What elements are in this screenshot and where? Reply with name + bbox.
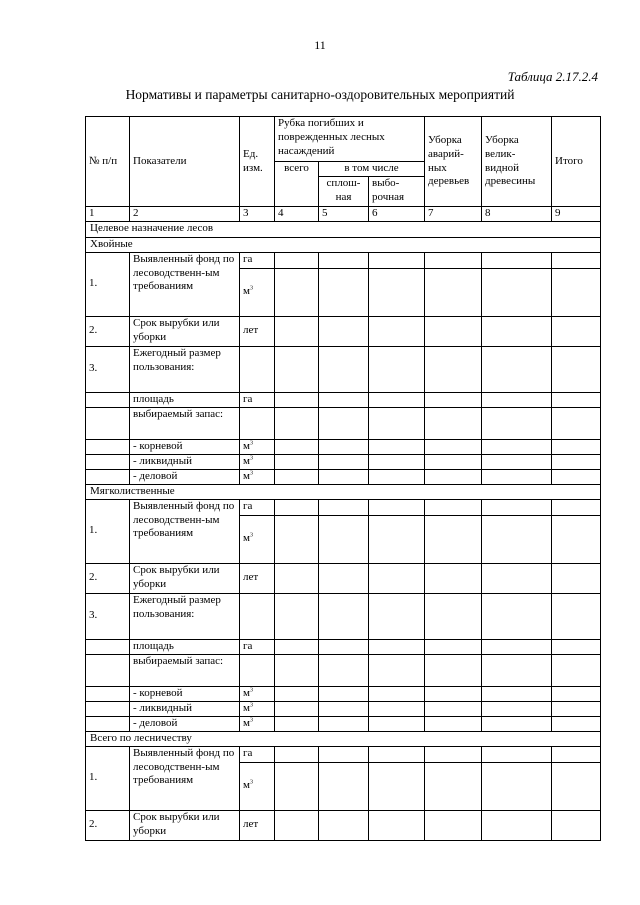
label-root: - корневой [130,686,240,701]
unit-m3: $м^3$ [240,762,275,810]
label-stock: выбираемый запас: [130,407,240,439]
unit-ha: га [240,252,275,268]
unit-m3: $м^3$ [240,268,275,316]
unit-years: лет [240,563,275,593]
unit-m3: $м^3$ [240,701,275,716]
header-emergency: Уборка аварий-ных деревьев [425,117,482,207]
row-number: 2. [86,316,130,346]
row-number: 2. [86,563,130,593]
label-stock: выбираемый запас: [130,654,240,686]
unit-years: лет [240,316,275,346]
unit-m3: $м^3$ [240,469,275,484]
table-title: Нормативы и параметры санитарно-оздоровительных мероприятий [125,87,515,102]
label-term: Срок вырубки или уборки [130,810,240,840]
unit-m3: $м^3$ [240,716,275,731]
label-term: Срок вырубки или уборки [130,563,240,593]
row-number: 1. [86,746,130,810]
header-deadwood: Уборка велик-видной древесины [482,117,552,207]
row-number: 1. [86,499,130,563]
header-indicator: Показатели [130,117,240,207]
unit-years: лет [240,810,275,840]
label-area: площадь [130,639,240,654]
unit-m3: $м^3$ [240,686,275,701]
section-conifer: Хвойные [86,237,601,252]
label-root: - корневой [130,439,240,454]
col-number: 2 [130,207,240,222]
section-forestry-total: Всего по лесничеству [86,731,601,746]
page-number: 11 [314,38,326,52]
section-purpose: Целевое назначение лесов [86,221,601,237]
table-label: Таблица 2.17.2.4 [507,69,598,84]
unit-m3: $м^3$ [240,439,275,454]
section-softwood: Мягколиственные [86,484,601,499]
col-number: 7 [425,207,482,222]
label-identified: Выявленный фонд по лесоводственн-ым требованиям [130,252,240,316]
header-total: всего [275,162,319,207]
col-number: 9 [552,207,601,222]
unit-ha: га [240,639,275,654]
col-number: 3 [240,207,275,222]
header-selective: выбо-рочная [369,177,425,207]
label-liquid: - ликвидный [130,701,240,716]
col-number: 5 [319,207,369,222]
label-business: - деловой [130,469,240,484]
unit-ha: га [240,746,275,762]
header-in-that: в том числе [319,162,425,177]
row-number: 2. [86,810,130,840]
col-number: 8 [482,207,552,222]
col-number: 4 [275,207,319,222]
norms-table [85,116,601,841]
row-number: 3. [86,593,130,639]
header-num: № п/п [86,117,130,207]
label-liquid: - ликвидный [130,454,240,469]
header-itogo: Итого [552,117,601,207]
label-annual: Ежегодный размер пользования: [130,593,240,639]
label-annual: Ежегодный размер пользования: [130,346,240,392]
label-identified: Выявленный фонд по лесоводственн-ым требованиям [130,499,240,563]
label-business: - деловой [130,716,240,731]
header-unit: Ед. изм. [240,117,275,207]
row-number: 1. [86,252,130,316]
unit-ha: га [240,392,275,407]
col-number: 1 [86,207,130,222]
label-term: Срок вырубки или уборки [130,316,240,346]
row-number: 3. [86,346,130,392]
unit-m3: $м^3$ [240,454,275,469]
label-area: площадь [130,392,240,407]
unit-m3: $м^3$ [240,515,275,563]
header-clear: сплош-ная [319,177,369,207]
header-felling: Рубка погибших и поврежденных лесных насаждений [275,117,425,162]
label-identified: Выявленный фонд по лесоводственн-ым требованиям [130,746,240,810]
unit-ha: га [240,499,275,515]
col-number: 6 [369,207,425,222]
